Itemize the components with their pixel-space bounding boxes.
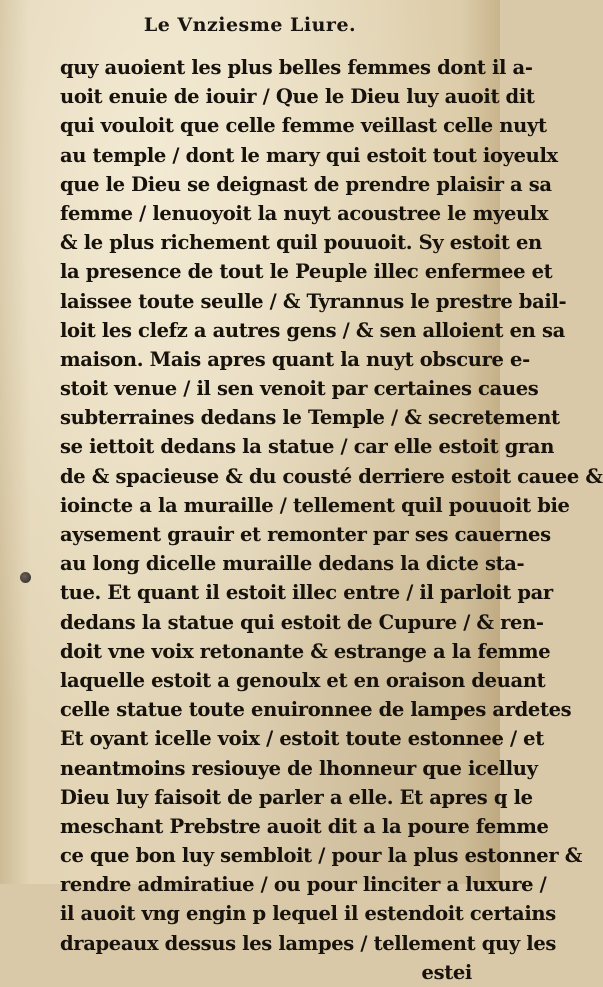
text-line: stoit venue / il sen venoit par certaines caues [60, 377, 539, 401]
text-line: doit vne voix retonante & estrange a la femme [60, 639, 551, 663]
catchword: estei [421, 960, 472, 984]
body-text [60, 53, 603, 987]
text-line: laquelle estoit a genoulx et en oraison deuant [60, 668, 546, 692]
text-line: ce que bon luy sembloit / pour la plus estonner & [60, 844, 582, 868]
running-head: Le Vnziesme Liure. [143, 14, 357, 36]
margin-worm-hole [20, 572, 31, 583]
text-line: il auoit vng engin p lequel il estendoit certains [60, 902, 556, 926]
text-line: meschant Prebstre auoit dit a la poure femme [60, 814, 549, 838]
text-line: se iettoit dedans la statue / car elle estoit gran [60, 435, 555, 459]
text-line: Et oyant icelle voix / estoit toute estonnee / et [60, 727, 544, 751]
text-line: rendre admiratiue / ou pour linciter a luxure / [60, 873, 547, 897]
text-line: que le Dieu se deignast de prendre plaisir a sa [60, 172, 552, 196]
text-line: au long dicelle muraille dedans la dicte sta- [60, 552, 525, 576]
text-line: tue. Et quant il estoit illec entre / il parloit par [60, 581, 553, 605]
text-line: laissee toute seulle / & Tyrannus le prestre bail- [60, 289, 567, 313]
text-line: subterraines dedans le Temple / & secretement [60, 406, 560, 430]
text-line: Dieu luy faisoit de parler a elle. Et apres q le [60, 785, 533, 809]
text-line: quy auoient les plus belles femmes dont il a- [60, 56, 533, 79]
text-line: neantmoins resiouye de lhonneur que icelluy [60, 756, 538, 780]
text-line: qui vouloit que celle femme veillast celle nuyt [60, 114, 547, 138]
text-line: & le plus richement quil pouuoit. Sy estoit en [60, 231, 542, 255]
text-line: aysement grauir et remonter par ses cauernes [60, 523, 551, 546]
text-line: drapeaux dessus les lampes / tellement quy les [60, 931, 557, 955]
text-line: celle statue toute enuironnee de lampes ardetes [60, 698, 572, 722]
text-line: la presence de tout le Peuple illec enfermee et [60, 260, 553, 284]
text-line: de & spacieuse & du cousté derriere estoit cauee & [60, 464, 603, 488]
text-line: loit les clefz a autres gens / & sen alloient en sa [60, 318, 565, 342]
text-line: dedans la statue qui estoit de Cupure / & ren- [60, 610, 544, 634]
text-line: ioincte a la muraille / tellement quil pouuoit bie [60, 493, 570, 517]
text-line: uoit enuie de iouir / Que le Dieu luy auoit dit [60, 85, 535, 109]
text-line: maison. Mais apres quant la nuyt obscure e- [60, 347, 530, 371]
text-line: femme / lenuoyoit la nuyt acoustree le myeulx [60, 201, 549, 225]
text-line: au temple / dont le mary qui estoit tout ioyeulx [60, 143, 558, 167]
